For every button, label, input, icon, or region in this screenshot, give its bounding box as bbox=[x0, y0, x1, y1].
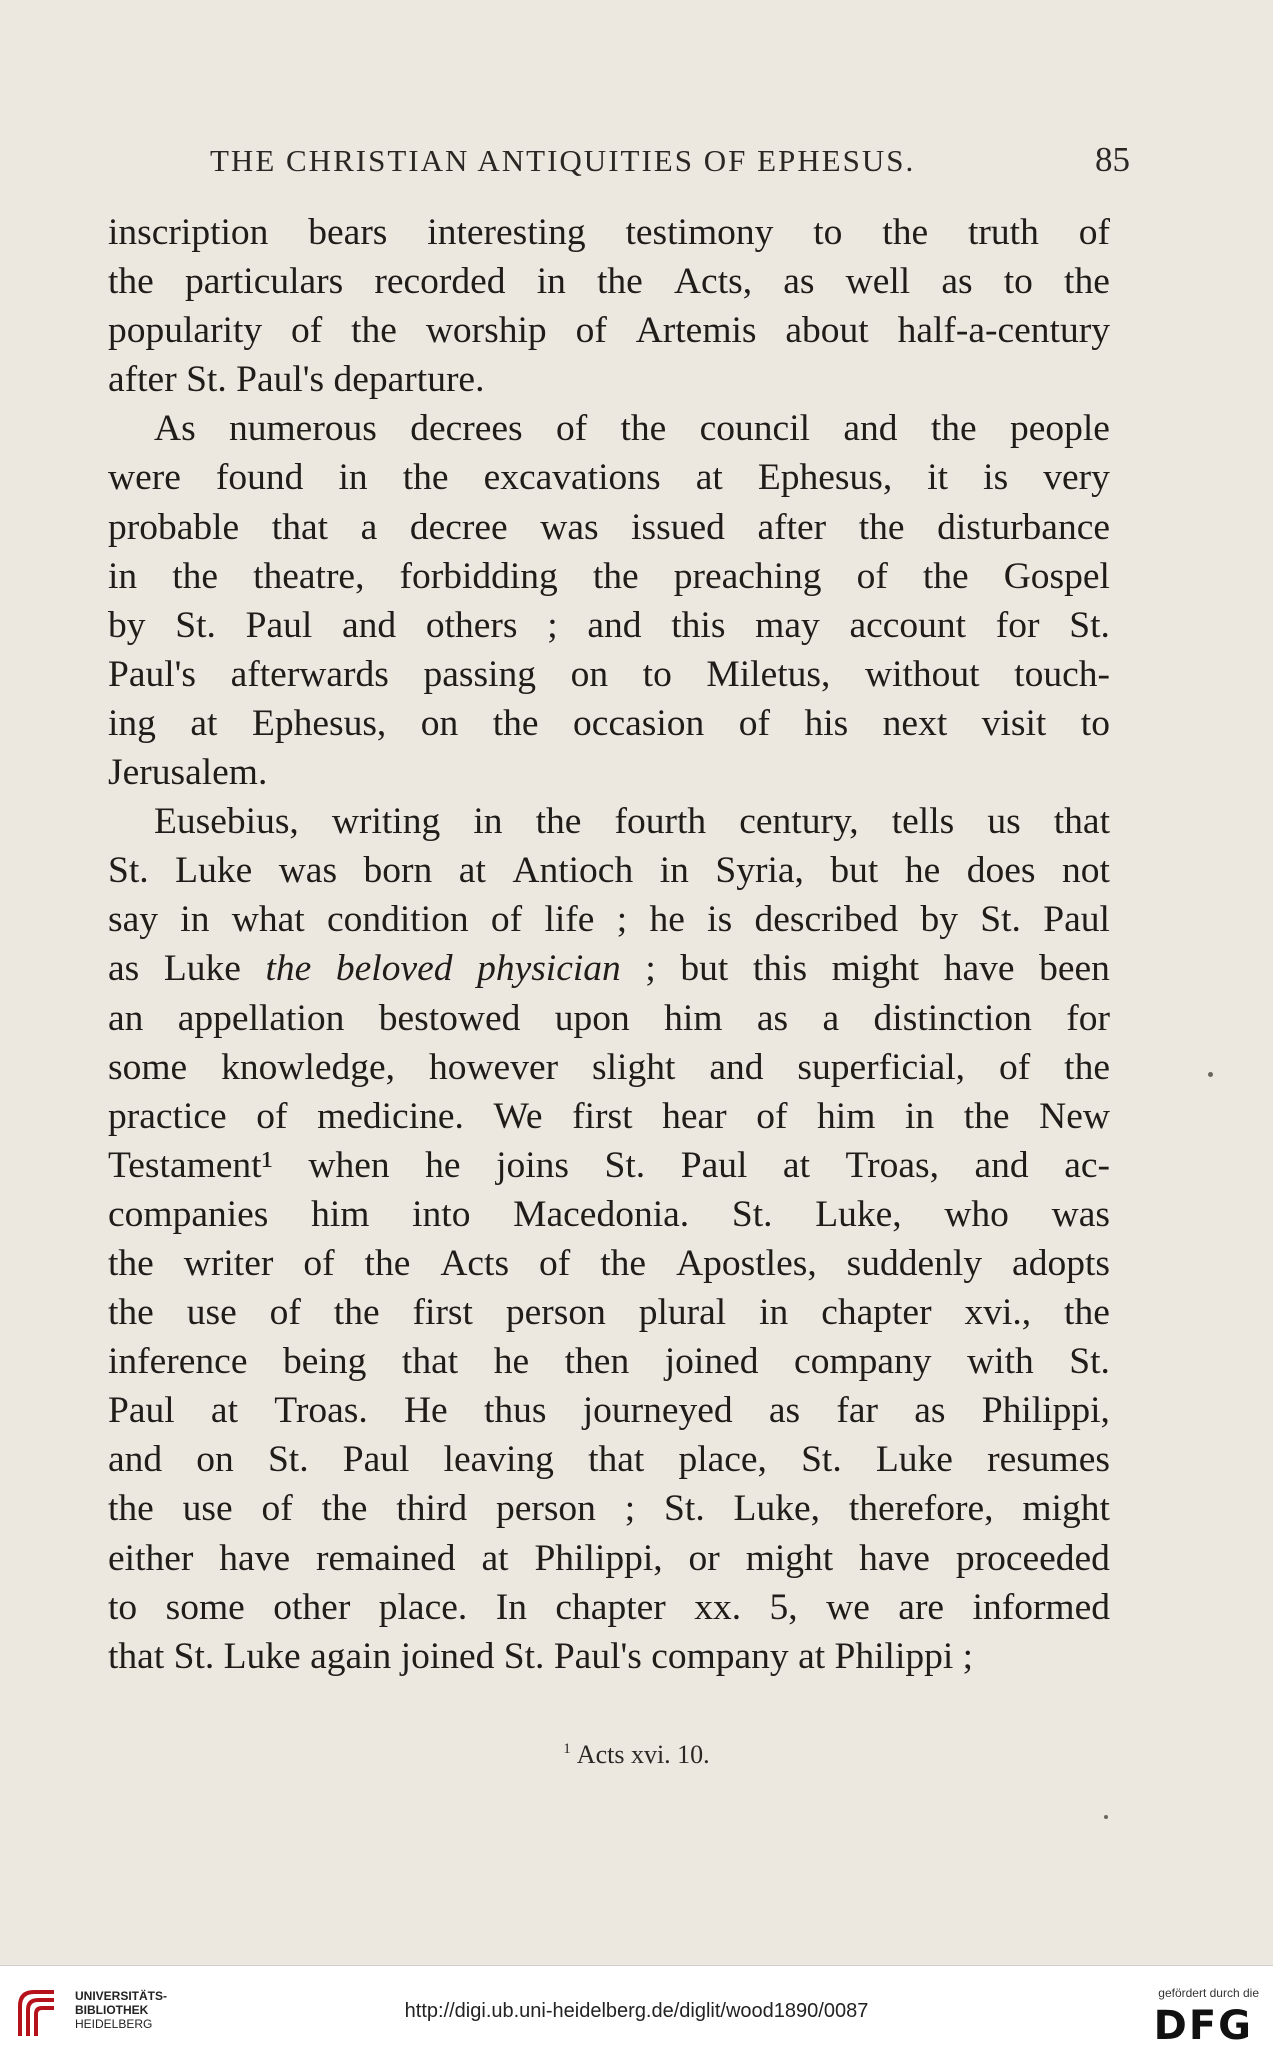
library-name-line: UNIVERSITÄTS- bbox=[75, 1989, 168, 2003]
text-line: to some other place. In chapter xx. 5, we are informed bbox=[108, 1586, 1110, 1628]
text-line: either have remained at Philippi, or might have proceeded bbox=[108, 1537, 1110, 1579]
text-line: Paul at Troas. He thus journeyed as far as Philippi, bbox=[108, 1390, 1110, 1432]
text-line: ing at Ephesus, on the occasion of his next visit to bbox=[108, 702, 1110, 744]
dfg-logo-icon: DFG bbox=[1153, 2003, 1253, 2049]
text-line: were found in the excavations at Ephesus, it is very bbox=[108, 457, 1110, 499]
text-line: popularity of the worship of Artemis about half-a-century bbox=[108, 310, 1110, 352]
text-line: and on St. Paul leaving that place, St. Luke resumes bbox=[108, 1439, 1110, 1481]
text-line: the use of the third person ; St. Luke, therefore, might bbox=[108, 1488, 1110, 1530]
permalink-url[interactable]: http://digi.ub.uni-heidelberg.de/diglit/wood1890/0087 bbox=[404, 2000, 869, 2022]
body-text bbox=[108, 208, 1110, 1681]
paper-speck bbox=[1104, 1815, 1108, 1819]
text-line: in the theatre, forbidding the preaching of the Gospel bbox=[108, 555, 1110, 597]
footnote-marker: 1 bbox=[563, 1741, 571, 1757]
text-line: Testament¹ when he joins St. Paul at Troas, and ac- bbox=[108, 1144, 1110, 1186]
text-line: after St. Paul's departure. bbox=[108, 359, 485, 401]
paper-speck bbox=[1208, 1072, 1213, 1077]
text-line: the writer of the Acts of the Apostles, suddenly adopts bbox=[108, 1242, 1110, 1284]
text-line: Jerusalem. bbox=[108, 752, 268, 794]
text-line: Paul's afterwards passing on to Miletus, without touch- bbox=[108, 653, 1110, 695]
header-title: THE CHRISTIAN ANTIQUITIES OF EPHESUS. bbox=[210, 143, 916, 178]
text-line: As numerous decrees of the council and the people bbox=[154, 408, 1110, 450]
funded-by-label: gefördert durch die bbox=[1158, 1986, 1259, 2000]
running-header bbox=[210, 140, 1130, 180]
text-line: Eusebius, writing in the fourth century, tells us that bbox=[154, 801, 1110, 843]
footnote bbox=[0, 1740, 1273, 1770]
footnote-text: Acts xvi. 10. bbox=[576, 1740, 710, 1769]
text-line: probable that a decree was issued after the disturbance bbox=[108, 506, 1110, 548]
text-line: inference being that he then joined company with St. bbox=[108, 1341, 1110, 1383]
text-line: St. Luke was born at Antioch in Syria, but he does not bbox=[108, 850, 1110, 892]
text-line: an appellation bestowed upon him as a distinction for bbox=[108, 997, 1110, 1039]
page-number: 85 bbox=[1095, 140, 1130, 179]
text-line: companies him into Macedonia. St. Luke, who was bbox=[108, 1193, 1110, 1235]
text-line: that St. Luke again joined St. Paul's company at Philippi ; bbox=[108, 1635, 974, 1677]
text-line: the use of the first person plural in chapter xvi., the bbox=[108, 1292, 1110, 1334]
text-line: some knowledge, however slight and superficial, of the bbox=[108, 1046, 1110, 1088]
text-line: inscription bears interesting testimony to the truth of bbox=[108, 212, 1110, 253]
text-line: practice of medicine. We first hear of him in the New bbox=[108, 1095, 1110, 1137]
library-name-line: HEIDELBERG bbox=[75, 2017, 153, 2031]
text-line: the particulars recorded in the Acts, as well as to the bbox=[108, 261, 1110, 303]
library-name-line: BIBLIOTHEK bbox=[75, 2003, 149, 2017]
text-line: by St. Paul and others ; and this may account for St. bbox=[108, 604, 1110, 646]
text-line: as Luke the beloved physician ; but this might have been bbox=[108, 948, 1110, 990]
text-line: say in what condition of life ; he is described by St. Paul bbox=[108, 899, 1110, 941]
